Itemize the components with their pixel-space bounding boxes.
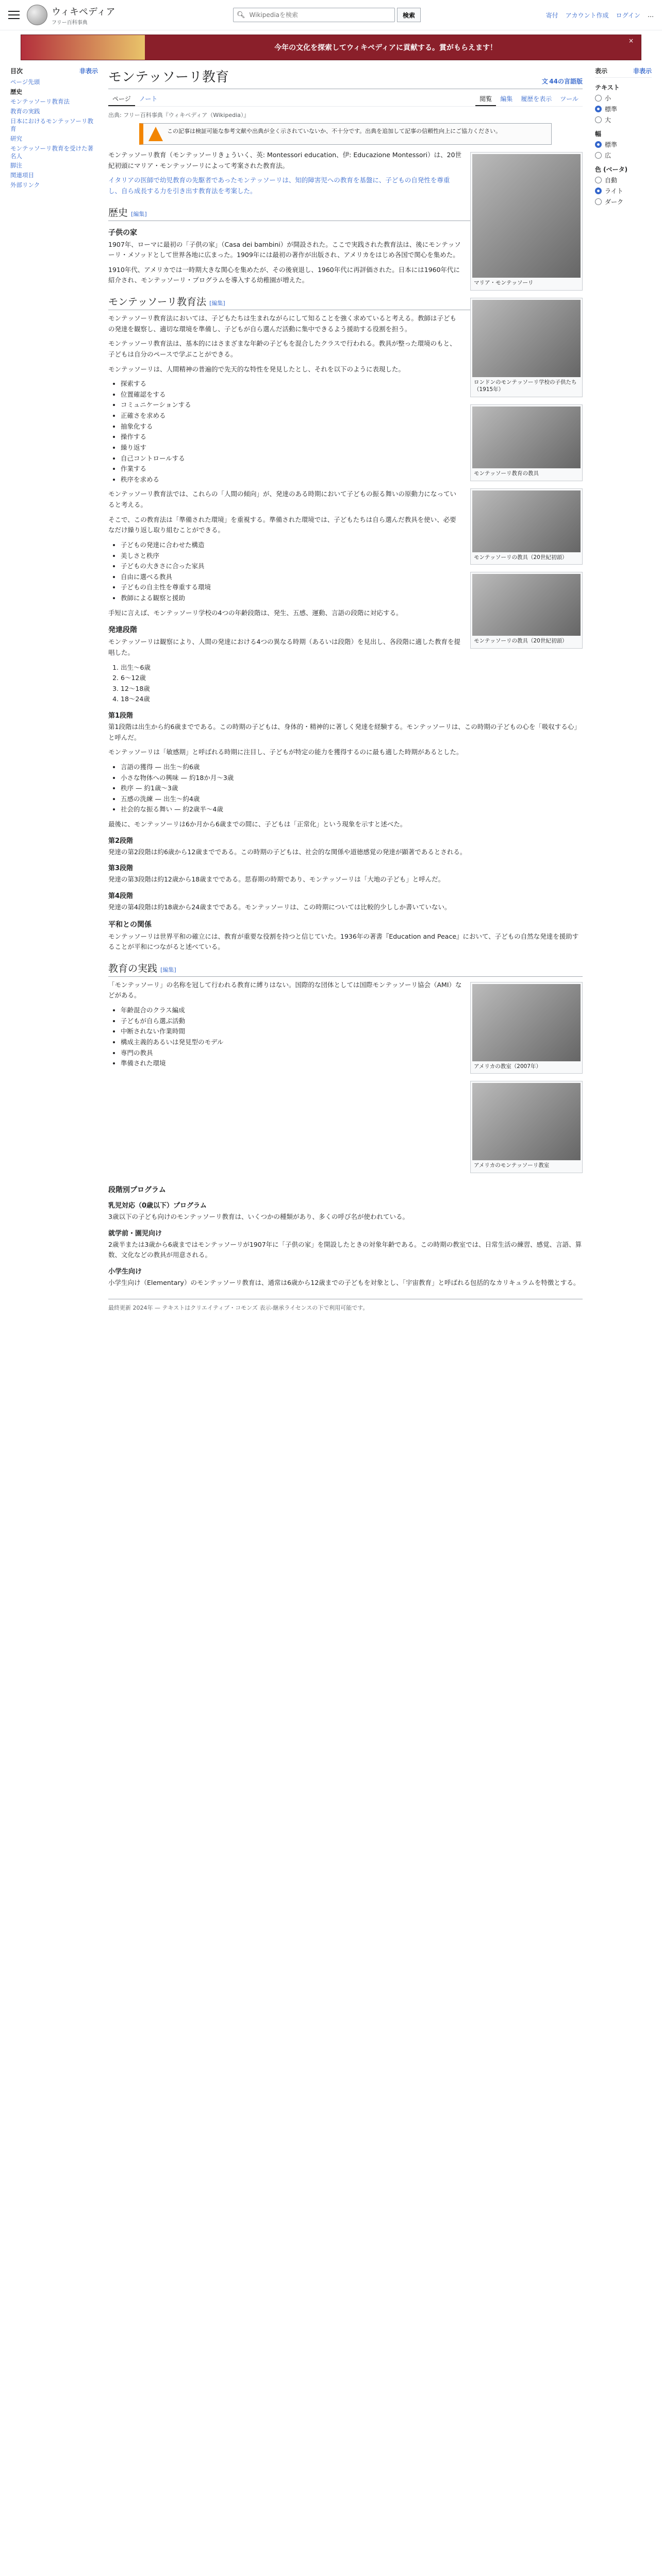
list-item: • 自由に選べる教具	[121, 572, 583, 583]
radio-label: 標準	[605, 141, 618, 148]
toc-sidebar	[10, 66, 98, 1312]
toc-item[interactable]: ページ先頭	[10, 78, 40, 86]
radio-label: ライト	[605, 188, 623, 195]
radio-option[interactable]	[595, 140, 652, 149]
wikipedia-globe-icon	[27, 5, 47, 25]
citation-notice	[139, 123, 552, 145]
casa-paragraph: 1907年、ローマに最初の「子供の家」（Casa dei bambini）が開設された。ここで実践された教育法は、後にモンテッソーリ・メソッドとして世界各地に広まった。1909年には最初の著作が出版され、アメリカをはじめ各国で関心を集めた。	[108, 240, 461, 259]
search-icon: 🔍︎	[237, 11, 245, 19]
toc-item[interactable]: 研究	[10, 134, 22, 142]
subsection-second-plane: 第2段階	[108, 837, 134, 845]
edit-link[interactable]: [編集]	[131, 210, 147, 217]
radio-label: 標準	[605, 106, 618, 113]
list-item: • 自己コントロールする	[121, 453, 583, 464]
list-item: • 教師による観察と援助	[121, 593, 583, 604]
list-item: • 子どもの自主性を尊重する環境	[121, 582, 583, 593]
subsection-infant: 乳児対応（0歳以下）プログラム	[108, 1202, 207, 1210]
text-size-options	[595, 94, 652, 124]
section-history: 歴史 [編集]	[108, 205, 583, 221]
tab-talk[interactable]: ノート	[139, 95, 158, 103]
figure-american-classroom: アメリカの教室（2007年）	[470, 982, 583, 1074]
figure-materials-3: モンテッソーリの教具（20世紀初頭）	[470, 572, 583, 649]
radio-button[interactable]	[595, 188, 602, 194]
radio-label: ダーク	[605, 198, 624, 206]
notice-text: この記事は検証可能な参考文献や出典が全く示されていないか、不十分です。出典を追加して記事の信頼性向上にご協力ください。	[167, 128, 502, 134]
appearance-title: 表示	[595, 67, 608, 75]
logo-title: ウィキペディア	[52, 6, 115, 18]
list-item: • 繰り返す	[121, 443, 583, 453]
tab-read[interactable]: 閲覧	[475, 92, 496, 106]
logo-subtitle: フリー百科事典	[52, 20, 88, 26]
list-item: • 五感の洗練 — 出生〜約4歳	[121, 794, 583, 805]
article	[98, 66, 595, 1312]
subsection-peace: 平和との関係	[108, 920, 152, 929]
radio-button[interactable]	[595, 152, 602, 159]
method-paragraph-4: モンテッソーリ教育法では、これらの「人間の傾向」が、発達のある時期において子どもの振る舞いの原動力になっていると考える。	[108, 490, 457, 509]
search-form	[233, 8, 421, 22]
page-footer: 最終更新 2024年 — テキストはクリエイティブ・コモンズ 表示-継承ライセンスの下で利用可能です。	[108, 1299, 583, 1312]
radio-button[interactable]	[595, 106, 602, 112]
toc-item[interactable]: 関連項目	[10, 172, 34, 179]
radio-button[interactable]	[595, 116, 602, 123]
edit-link[interactable]: [編集]	[209, 300, 225, 307]
first-plane-paragraph-2: モンテッソーリは「敏感期」と呼ばれる時期に注目し、子どもが特定の能力を獲得するのに最も適した時期があるとした。	[108, 748, 463, 756]
radio-option[interactable]	[595, 94, 652, 103]
list-item: • 子どもの発達に合わせた構造	[121, 540, 583, 551]
list-item: • 年齢混合のクラス編成	[121, 1005, 583, 1016]
sensitive-periods-list	[121, 762, 583, 815]
list-item: 4. 18〜24歳	[121, 694, 583, 705]
figure-london-school: ロンドンのモンテッソーリ学校の子供たち（1915年）	[470, 298, 583, 397]
list-item: 2. 6〜12歳	[121, 673, 583, 684]
tab-tools[interactable]: ツール	[560, 95, 578, 103]
first-plane-paragraph: 第1段階は出生から約6歳までである。この時期の子どもは、身体的・精神的に著しく発達を経験する。モンテッソーリは、この時期の子どもの心を「吸収する心」と呼んだ。	[108, 723, 581, 741]
subsection-first-plane: 第1段階	[108, 712, 134, 720]
tab-page[interactable]: ページ	[108, 92, 135, 106]
infant-paragraph: 3歳以下の子ども向けのモンテッソーリ教育は、いくつかの種類があり、多くの呼び名が使われている。	[108, 1213, 409, 1221]
peace-paragraph: モンテッソーリは世界平和の確立には、教育が重要な役割を持つと信じていた。1936年の著書『Education and Peace』において、子どもの自然な発達を援助することが平和につながると述べている。	[108, 932, 579, 951]
list-item: • 準備された環境	[121, 1058, 583, 1069]
practice-paragraph: 「モンテッソーリ」の名称を冠して行われる教育に縛りはない。国際的な団体としては国際モンテッソーリ協会（AMI）などがある。	[108, 980, 462, 999]
section-method: モンテッソーリ教育法 [編集]	[108, 294, 583, 310]
method-paragraph-2: モンテッソーリ教育法は、基本的にはさまざまな年齢の子どもを混合したクラスで行われる。教具が整った環境のもと、子どもは自分のペースで学ぶことができる。	[108, 340, 456, 358]
list-item: • 位置確認をする	[121, 389, 583, 400]
campaign-banner[interactable]	[21, 35, 641, 60]
materials-image[interactable]	[472, 406, 581, 468]
radio-option[interactable]	[595, 105, 652, 113]
more-menu-icon[interactable]: …	[648, 11, 654, 19]
list-item: • 中断されない作業時間	[121, 1026, 583, 1037]
radio-label: 広	[605, 152, 611, 159]
toc-item[interactable]: 脚注	[10, 162, 22, 170]
method-paragraph-6: 手短に言えば、モンテッソーリ学校の4つの年齢段階は、発生、五感、運動、言語の段階に対応する。	[108, 608, 403, 617]
list-item: • 子どもの大きさに合った家具	[121, 561, 583, 572]
toc-item[interactable]: 教育の実践	[10, 107, 40, 115]
method-paragraph: モンテッソーリ教育法においては、子どもたちは生まれながらにして知ることを強く求めていると考える。教師は子どもの発達を観察し、適切な環境を準備し、子どもが自ら選んだ活動に集中できるよう援助する役割を担う。	[108, 314, 457, 333]
close-icon[interactable]: ×	[628, 37, 634, 44]
site-logo[interactable]	[27, 5, 233, 26]
tab-history[interactable]: 履歴を表示	[521, 95, 552, 103]
section-practice: 教育の実践 [編集]	[108, 961, 583, 977]
radio-button[interactable]	[595, 198, 602, 205]
appearance-hide-button[interactable]: 非表示	[633, 67, 652, 75]
radio-option[interactable]	[595, 197, 652, 206]
list-item: • 社会的な振る舞い — 約2歳半〜4歳	[121, 804, 583, 815]
user-links	[546, 11, 654, 20]
radio-option[interactable]	[595, 151, 652, 160]
preschool-paragraph: 2歳半または3歳から6歳まではモンテッソーリが1907年に「子供の家」を開設したときの対象年齢である。この時期の教室では、日常生活の練習、感覚、言語、算数、文化などの教具が用意される。	[108, 1240, 582, 1259]
fourth-plane-paragraph: 発達の第4段階は約18歳から24歳までである。モンテッソーリは、この時期については比較的少ししか書いていない。	[108, 903, 451, 911]
subsection-development: 発達段階	[108, 626, 137, 635]
third-plane-paragraph: 発達の第3段階は約12歳から18歳までである。思春期の時期であり、モンテッソーリは「大地の子ども」と呼んだ。	[108, 875, 445, 884]
article-source: 出典: フリー百科事典『ウィキペディア（Wikipedia）』	[108, 112, 250, 118]
figure-materials-2: モンテッソーリの教具（20世紀初頭）	[470, 488, 583, 565]
classroom-image-2[interactable]	[472, 1083, 581, 1160]
toc-item[interactable]: 日本におけるモンテッソーリ教育	[10, 117, 93, 132]
color-label: 色 (ベータ)	[595, 166, 628, 173]
toc-list	[10, 78, 98, 189]
list-item: • 秩序を求める	[121, 474, 583, 485]
search-box[interactable]	[233, 8, 395, 22]
list-item: • 探索する	[121, 379, 583, 389]
login-link[interactable]: ログイン	[616, 11, 640, 19]
radio-label: 小	[605, 95, 611, 102]
radio-option[interactable]	[595, 187, 652, 195]
list-item: • 正確さを求める	[121, 411, 583, 421]
list-item: 1. 出生〜6歳	[121, 663, 583, 673]
figure-montessori-portrait	[470, 152, 583, 291]
london-school-image[interactable]	[472, 300, 581, 377]
radio-label: 自動	[605, 177, 618, 184]
list-item: • 抽象化する	[121, 421, 583, 432]
first-plane-paragraph-3: 最後に、モンテッソーリは6か月から6歳までの間に、子どもは「正常化」という現象を示すと述べた。	[108, 820, 407, 828]
elementary-paragraph: 小学生向け（Elementary）のモンテッソーリ教育は、通常は6歳から12歳までの子どもを対象とし、「宇宙教育」と呼ばれる包括的なカリキュラムを特徴とする。	[108, 1279, 580, 1286]
text-size-label: テキスト	[595, 84, 620, 91]
list-item: • 言語の獲得 — 出生〜約6歳	[121, 762, 583, 773]
intro-paragraph: モンテッソーリ教育（モンテッソーリきょういく、英: Montessori education、伊: Educazione Montessori）は、20世紀初頭にマリア・モンテッソーリによって考案された教育法。	[108, 151, 462, 170]
radio-button[interactable]	[595, 141, 602, 148]
radio-button[interactable]	[595, 95, 602, 101]
radio-option[interactable]	[595, 115, 652, 124]
create-account-link[interactable]: アカウント作成	[565, 11, 609, 19]
subsection-programs: 段階別プログラム	[108, 1186, 166, 1195]
donate-link[interactable]: 寄付	[545, 11, 558, 19]
site-header	[0, 0, 662, 30]
portrait-image[interactable]	[472, 154, 581, 278]
search-input[interactable]	[249, 11, 391, 19]
appearance-sidebar	[595, 66, 652, 1312]
materials-image-2[interactable]	[472, 490, 581, 552]
warning-icon	[148, 127, 163, 141]
list-item: • 小さな物体への興味 — 約18か月〜3歳	[121, 773, 583, 784]
width-label: 幅	[595, 130, 602, 138]
page-title: モンテッソーリ教育	[108, 70, 229, 85]
toc-item[interactable]: 歴史	[10, 88, 22, 95]
subsection-preschool: 就学前・園児向け	[108, 1229, 162, 1238]
toc-item[interactable]: モンテッソーリ教育法	[10, 97, 70, 105]
development-paragraph: モンテッソーリは観察により、人間の発達における4つの異なる時期（あるいは段階）を見出し、各段階に適した教育を提唱した。	[108, 638, 460, 656]
intro-paragraph-2: イタリアの医師で幼児教育の先駆者であったモンテッソーリは、知的障害児への教育を基盤に、子どもの自発性を尊重し、自ら成長する力を引き出す教育法を考案した。	[108, 176, 450, 195]
language-button[interactable]: 文 44の言語版	[541, 78, 583, 85]
banner-image	[21, 35, 145, 60]
menu-icon[interactable]	[8, 11, 20, 19]
toc-hide-button[interactable]: 非表示	[79, 67, 98, 75]
subsection-casa: 子供の家	[108, 228, 137, 237]
figure-materials: モンテッソーリ教育の教具	[470, 404, 583, 481]
page-tabs	[108, 92, 583, 107]
radio-option[interactable]	[595, 176, 652, 184]
edit-link[interactable]: [編集]	[160, 966, 176, 973]
planes-list	[121, 663, 583, 705]
second-plane-paragraph: 発達の第2段階は約6歳から12歳までである。この時期の子どもは、社会的な関係や道徳感覚の発達が顕著であるとされる。	[108, 848, 467, 856]
list-item: • 構成主義的あるいは発見型のモデル	[121, 1037, 583, 1048]
width-options	[595, 140, 652, 160]
banner-text: 今年の文化を探索してウィキペディアに貢献する。賞がもらえます！	[274, 44, 498, 52]
list-item: • 秩序 — 約1歳〜3歳	[121, 783, 583, 794]
list-item: 3. 12〜18歳	[121, 684, 583, 694]
subsection-elementary: 小学生向け	[108, 1268, 142, 1276]
search-button[interactable]: 検索	[397, 8, 421, 22]
classroom-image[interactable]	[472, 984, 581, 1061]
method-paragraph-3: モンテッソーリは、人間精神の普遍的で先天的な特性を発見したとし、それを以下のように表現した。	[108, 365, 405, 373]
list-item: • コミュニケーションする	[121, 400, 583, 411]
toc-item[interactable]: モンテッソーリ教育を受けた著名人	[10, 144, 93, 160]
tab-edit[interactable]: 編集	[500, 95, 513, 103]
figure-caption: マリア・モンテッソーリ	[474, 280, 534, 286]
list-item: • 美しさと秩序	[121, 551, 583, 562]
figure-american-classroom-2: アメリカのモンテッソーリ教室	[470, 1081, 583, 1173]
radio-label: 大	[605, 116, 611, 124]
list-item: • 作業する	[121, 464, 583, 474]
subsection-fourth-plane: 第4段階	[108, 892, 134, 900]
toc-title: 目次	[10, 67, 23, 75]
radio-button[interactable]	[595, 177, 602, 183]
materials-image-3[interactable]	[472, 574, 581, 636]
subsection-third-plane: 第3段階	[108, 865, 134, 873]
list-item: • 操作する	[121, 432, 583, 443]
casa-paragraph-2: 1910年代、アメリカでは一時期大きな関心を集めたが、その後衰退し、1960年代に再評価された。日本には1960年代に紹介され、モンテッソーリ・プログラムを導入する幼稚園が増えた。	[108, 265, 460, 284]
toc-item[interactable]: 外部リンク	[10, 181, 40, 189]
method-paragraph-5: そこで、この教育法は「準備された環境」を重視する。準備された環境では、子どもたちは自ら選んだ教具を使い、必要なだけ繰り返し取り組むことができる。	[108, 515, 456, 534]
list-item: • 子どもが自ら選ぶ活動	[121, 1016, 583, 1027]
color-options	[595, 176, 652, 206]
list-item: • 専門の教具	[121, 1048, 583, 1059]
